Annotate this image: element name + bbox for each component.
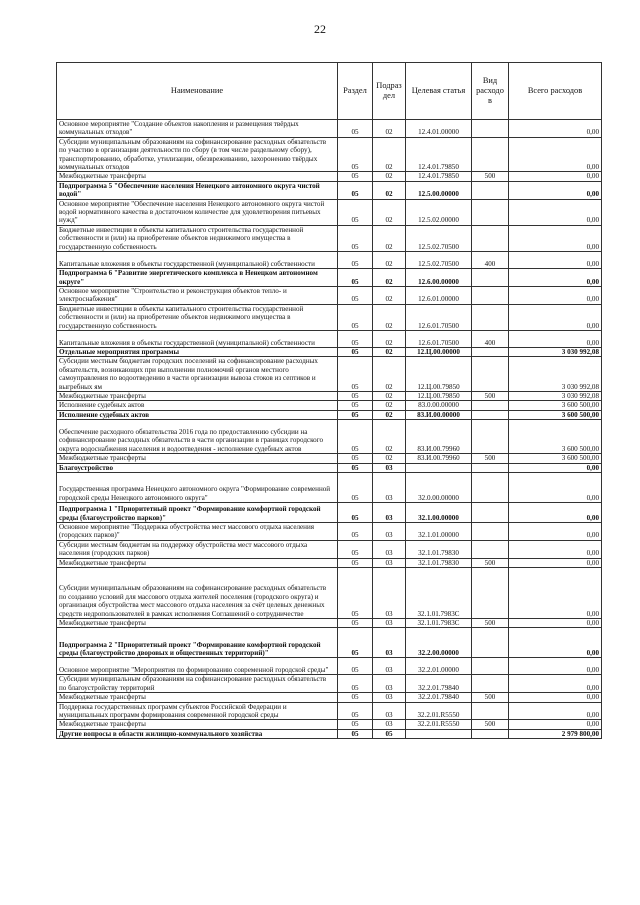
cell-subsection: 03 bbox=[373, 558, 406, 567]
cell-section: 05 bbox=[338, 454, 373, 463]
cell-target: 32.2.01.79840 bbox=[406, 693, 472, 702]
cell-target: 32.2.00.00000 bbox=[406, 628, 472, 658]
cell-name: Основное мероприятие "Обеспечение населения Ненецкого автономного округа чистой водой нормативного качества в достаточном количестве для удовлетворения питьевых нужд" bbox=[57, 199, 338, 225]
cell-target: 12.4.01.79850 bbox=[406, 172, 472, 181]
cell-type bbox=[472, 410, 509, 419]
cell-type bbox=[472, 304, 509, 330]
cell-target: 32.2.01.R5550 bbox=[406, 702, 472, 720]
cell-type bbox=[472, 225, 509, 251]
cell-name: Подпрограмма 5 "Обеспечение населения Ненецкого автономного округа чистой водой" bbox=[57, 181, 338, 199]
cell-section: 05 bbox=[338, 357, 373, 392]
cell-name: Субсидии муниципальным образованиям на софинансирование расходных обязательств по благоустройству территорий bbox=[57, 675, 338, 693]
cell-target: 12.Ц.00.79850 bbox=[406, 391, 472, 400]
cell-type: 500 bbox=[472, 454, 509, 463]
cell-section: 05 bbox=[338, 225, 373, 251]
cell-name: Основное мероприятие "Создание объектов накопления и размещения твёрдых коммунальных отходов" bbox=[57, 120, 338, 138]
cell-section: 05 bbox=[338, 172, 373, 181]
cell-subsection: 02 bbox=[373, 410, 406, 419]
cell-type bbox=[472, 658, 509, 675]
cell-name: Межбюджетные трансферты bbox=[57, 693, 338, 702]
cell-subsection: 02 bbox=[373, 172, 406, 181]
cell-target: 32.2.01.R5550 bbox=[406, 720, 472, 729]
cell-type bbox=[472, 286, 509, 304]
cell-section: 05 bbox=[338, 473, 373, 503]
table-row bbox=[57, 304, 602, 330]
cell-subsection: 03 bbox=[373, 619, 406, 628]
cell-target: 83.И.00.00000 bbox=[406, 410, 472, 419]
cell-subsection: 02 bbox=[373, 252, 406, 269]
cell-target: 83.И.00.79960 bbox=[406, 454, 472, 463]
cell-subsection: 03 bbox=[373, 473, 406, 503]
cell-section: 05 bbox=[338, 137, 373, 172]
cell-target bbox=[406, 729, 472, 738]
cell-name: Межбюджетные трансферты bbox=[57, 454, 338, 463]
cell-subsection: 02 bbox=[373, 391, 406, 400]
cell-total: 0,00 bbox=[509, 120, 602, 138]
cell-total: 3 600 500,00 bbox=[509, 420, 602, 454]
cell-section: 05 bbox=[338, 304, 373, 330]
cell-type bbox=[472, 269, 509, 287]
cell-total: 0,00 bbox=[509, 463, 602, 472]
cell-type bbox=[472, 675, 509, 693]
table-row bbox=[57, 720, 602, 729]
cell-section: 05 bbox=[338, 420, 373, 454]
cell-type bbox=[472, 420, 509, 454]
cell-type bbox=[472, 702, 509, 720]
cell-target: 12.5.02.00000 bbox=[406, 199, 472, 225]
cell-name: Отдельные мероприятия программы bbox=[57, 347, 338, 356]
cell-section: 05 bbox=[338, 658, 373, 675]
cell-subsection: 03 bbox=[373, 540, 406, 558]
cell-target: 12.4.01.79850 bbox=[406, 137, 472, 172]
cell-total: 0,00 bbox=[509, 199, 602, 225]
cell-total: 3 030 992,08 bbox=[509, 357, 602, 392]
cell-target: 32.1.01.79830 bbox=[406, 558, 472, 567]
cell-type: 500 bbox=[472, 720, 509, 729]
table-row bbox=[57, 503, 602, 523]
cell-subsection: 02 bbox=[373, 269, 406, 287]
cell-total: 3 030 992,08 bbox=[509, 391, 602, 400]
cell-target: 12.6.01.70500 bbox=[406, 330, 472, 347]
cell-subsection: 02 bbox=[373, 420, 406, 454]
column-header-total: Всего расходов bbox=[509, 63, 602, 120]
cell-name: Межбюджетные трансферты bbox=[57, 172, 338, 181]
cell-type bbox=[472, 473, 509, 503]
table-row bbox=[57, 357, 602, 392]
cell-subsection: 03 bbox=[373, 675, 406, 693]
cell-name: Бюджетные инвестиции в объекты капитального строительства государственной собственности и (или) на приобретение объектов недвижимого имущества в государственную собственность bbox=[57, 304, 338, 330]
cell-subsection: 02 bbox=[373, 330, 406, 347]
cell-name: Капитальные вложения в объекты государственной (муниципальной) собственности bbox=[57, 330, 338, 347]
table-row bbox=[57, 391, 602, 400]
cell-total: 0,00 bbox=[509, 503, 602, 523]
cell-name: Межбюджетные трансферты bbox=[57, 391, 338, 400]
cell-name: Субсидии муниципальным образованиям на софинансирование расходных обязательств по участию в организации деятельности по сбору (в том числе раздельному сбору), транспортированию, обработке, утилизации, обезвреживанию, захоронению твёрдых коммунальных отходов bbox=[57, 137, 338, 172]
table-row bbox=[57, 568, 602, 619]
cell-subsection: 03 bbox=[373, 628, 406, 658]
cell-name: Исполнение судебных актов bbox=[57, 401, 338, 410]
cell-subsection: 02 bbox=[373, 304, 406, 330]
cell-subsection: 03 bbox=[373, 568, 406, 619]
cell-subsection: 02 bbox=[373, 181, 406, 199]
column-header-section: Раздел bbox=[338, 63, 373, 120]
cell-type: 500 bbox=[472, 619, 509, 628]
cell-subsection: 03 bbox=[373, 503, 406, 523]
cell-total: 0,00 bbox=[509, 137, 602, 172]
cell-name: Благоустройство bbox=[57, 463, 338, 472]
cell-type: 500 bbox=[472, 391, 509, 400]
table-row bbox=[57, 410, 602, 419]
cell-total: 0,00 bbox=[509, 720, 602, 729]
cell-total: 0,00 bbox=[509, 473, 602, 503]
table-row bbox=[57, 454, 602, 463]
table-row bbox=[57, 172, 602, 181]
cell-name: Другие вопросы в области жилищно-коммунального хозяйства bbox=[57, 729, 338, 738]
cell-type: 400 bbox=[472, 330, 509, 347]
table-row bbox=[57, 120, 602, 138]
cell-total: 0,00 bbox=[509, 702, 602, 720]
cell-total: 3 600 500,00 bbox=[509, 401, 602, 410]
cell-section: 05 bbox=[338, 729, 373, 738]
cell-name: Основное мероприятие "Строительство и реконструкция объектов тепло- и электроснабжения" bbox=[57, 286, 338, 304]
cell-subsection: 05 bbox=[373, 729, 406, 738]
table-row bbox=[57, 540, 602, 558]
cell-section: 05 bbox=[338, 391, 373, 400]
cell-total: 3 030 992,08 bbox=[509, 347, 602, 356]
table-row bbox=[57, 675, 602, 693]
cell-type bbox=[472, 199, 509, 225]
cell-name: Межбюджетные трансферты bbox=[57, 720, 338, 729]
table-row bbox=[57, 137, 602, 172]
table-row bbox=[57, 225, 602, 251]
cell-section: 05 bbox=[338, 503, 373, 523]
cell-total: 2 979 800,00 bbox=[509, 729, 602, 738]
column-header-name: Наименование bbox=[57, 63, 338, 120]
cell-type bbox=[472, 540, 509, 558]
cell-total: 0,00 bbox=[509, 693, 602, 702]
cell-name: Подпрограмма 6 "Развитие энергетического комплекса в Ненецком автономном округе" bbox=[57, 269, 338, 287]
cell-total: 0,00 bbox=[509, 172, 602, 181]
cell-subsection: 02 bbox=[373, 286, 406, 304]
cell-section: 05 bbox=[338, 463, 373, 472]
cell-section: 05 bbox=[338, 286, 373, 304]
cell-section: 05 bbox=[338, 410, 373, 419]
cell-type bbox=[472, 181, 509, 199]
cell-target: 32.2.01.79840 bbox=[406, 675, 472, 693]
cell-section: 05 bbox=[338, 558, 373, 567]
cell-name: Поддержка государственных программ субъектов Российской Федерации и муниципальных программ формирования современной городской среды bbox=[57, 702, 338, 720]
cell-total: 0,00 bbox=[509, 181, 602, 199]
cell-subsection: 03 bbox=[373, 720, 406, 729]
table-row bbox=[57, 199, 602, 225]
table-row bbox=[57, 181, 602, 199]
cell-subsection: 02 bbox=[373, 199, 406, 225]
cell-total: 0,00 bbox=[509, 540, 602, 558]
cell-section: 05 bbox=[338, 540, 373, 558]
cell-type: 500 bbox=[472, 693, 509, 702]
cell-name: Субсидии муниципальным образованиям на софинансирование расходных обязательств по созданию условий для массового отдыха жителей поселения (городского округа) и организация обустройства мест массового отдыха населения за счёт целевых денежных средств недропользователей в рамках исполнения Соглашений о сотрудничестве bbox=[57, 568, 338, 619]
cell-subsection: 02 bbox=[373, 225, 406, 251]
cell-section: 05 bbox=[338, 347, 373, 356]
table-body bbox=[57, 120, 602, 739]
cell-target: 12.Ц.00.79850 bbox=[406, 357, 472, 392]
table-row bbox=[57, 420, 602, 454]
cell-type bbox=[472, 503, 509, 523]
cell-total: 0,00 bbox=[509, 558, 602, 567]
cell-name: Обеспечение расходного обязательства 2016 года по предоставлению субсидии на софинансирование расходных обязательств в части организации в границах городского округа водоснабжения населения и водоотведения - исполнение судебных актов bbox=[57, 420, 338, 454]
cell-name: Подпрограмма 1 "Приоритетный проект "Формирование комфортной городской среды (благоустройство парков)" bbox=[57, 503, 338, 523]
cell-target: 12.5.02.70500 bbox=[406, 252, 472, 269]
cell-section: 05 bbox=[338, 401, 373, 410]
cell-section: 05 bbox=[338, 199, 373, 225]
cell-total: 0,00 bbox=[509, 225, 602, 251]
cell-subsection: 02 bbox=[373, 347, 406, 356]
cell-target: 32.1.00.00000 bbox=[406, 503, 472, 523]
column-header-subsection: Подраз дел bbox=[373, 63, 406, 120]
cell-section: 05 bbox=[338, 269, 373, 287]
cell-type: 500 bbox=[472, 558, 509, 567]
cell-section: 05 bbox=[338, 702, 373, 720]
cell-type: 500 bbox=[472, 172, 509, 181]
table-row bbox=[57, 729, 602, 738]
table-row bbox=[57, 401, 602, 410]
cell-type bbox=[472, 463, 509, 472]
table-row bbox=[57, 619, 602, 628]
cell-target bbox=[406, 463, 472, 472]
page-number: 22 bbox=[314, 22, 326, 36]
cell-subsection: 03 bbox=[373, 523, 406, 541]
cell-name: Межбюджетные трансферты bbox=[57, 558, 338, 567]
table-row bbox=[57, 286, 602, 304]
cell-type bbox=[472, 401, 509, 410]
cell-name: Подпрограмма 2 "Приоритетный проект "Формирование комфортной городской среды (благоустройство дворовых и общественных территорий)" bbox=[57, 628, 338, 658]
cell-target: 32.1.01.7983С bbox=[406, 568, 472, 619]
cell-target: 12.Ц.00.00000 bbox=[406, 347, 472, 356]
cell-target: 12.5.02.70500 bbox=[406, 225, 472, 251]
cell-section: 05 bbox=[338, 120, 373, 138]
cell-total: 0,00 bbox=[509, 523, 602, 541]
cell-target: 12.6.01.70500 bbox=[406, 304, 472, 330]
cell-section: 05 bbox=[338, 693, 373, 702]
cell-name: Межбюджетные трансферты bbox=[57, 619, 338, 628]
cell-target: 32.1.01.79830 bbox=[406, 540, 472, 558]
cell-target: 12.6.01.00000 bbox=[406, 286, 472, 304]
cell-section: 05 bbox=[338, 568, 373, 619]
cell-type bbox=[472, 628, 509, 658]
cell-name: Капитальные вложения в объекты государственной (муниципальной) собственности bbox=[57, 252, 338, 269]
cell-target: 12.4.01.00000 bbox=[406, 120, 472, 138]
cell-total: 0,00 bbox=[509, 252, 602, 269]
table-row bbox=[57, 252, 602, 269]
cell-subsection: 02 bbox=[373, 454, 406, 463]
cell-name: Государственная программа Ненецкого автономного округа "Формирование современной городской среды Ненецкого автономного округа" bbox=[57, 473, 338, 503]
cell-subsection: 03 bbox=[373, 658, 406, 675]
cell-section: 05 bbox=[338, 619, 373, 628]
cell-target: 32.1.01.7983С bbox=[406, 619, 472, 628]
cell-section: 05 bbox=[338, 675, 373, 693]
cell-name: Исполнение судебных актов bbox=[57, 410, 338, 419]
cell-total: 0,00 bbox=[509, 658, 602, 675]
cell-total: 0,00 bbox=[509, 628, 602, 658]
cell-subsection: 03 bbox=[373, 463, 406, 472]
cell-section: 05 bbox=[338, 181, 373, 199]
cell-type bbox=[472, 137, 509, 172]
cell-total: 0,00 bbox=[509, 330, 602, 347]
cell-name: Основное мероприятие "Поддержка обустройства мест массового отдыха населения (городских парков)" bbox=[57, 523, 338, 541]
cell-target: 32.0.00.00000 bbox=[406, 473, 472, 503]
cell-section: 05 bbox=[338, 523, 373, 541]
cell-type: 400 bbox=[472, 252, 509, 269]
cell-section: 05 bbox=[338, 252, 373, 269]
cell-name: Бюджетные инвестиции в объекты капитального строительства государственной собственности и (или) на приобретение объектов недвижимого имущества в государственную собственность bbox=[57, 225, 338, 251]
table-row bbox=[57, 523, 602, 541]
cell-target: 32.2.01.00000 bbox=[406, 658, 472, 675]
table-row bbox=[57, 628, 602, 658]
cell-name: Основное мероприятие "Мероприятия по формированию современной городской среды" bbox=[57, 658, 338, 675]
cell-name: Субсидии местным бюджетам городских поселений на софинансирование расходных обязательств, возникающих при выполнении полномочий органов местного самоуправления по водоотведению в части организации вывоза стоков из септиков и выгребных ям bbox=[57, 357, 338, 392]
cell-target: 83.0.00.00000 bbox=[406, 401, 472, 410]
cell-total: 3 600 500,00 bbox=[509, 454, 602, 463]
cell-total: 0,00 bbox=[509, 304, 602, 330]
cell-section: 05 bbox=[338, 720, 373, 729]
cell-total: 0,00 bbox=[509, 619, 602, 628]
cell-type bbox=[472, 357, 509, 392]
column-header-target: Целевая статья bbox=[406, 63, 472, 120]
table-row bbox=[57, 269, 602, 287]
table-row bbox=[57, 658, 602, 675]
table-row bbox=[57, 347, 602, 356]
cell-target: 83.И.00.79960 bbox=[406, 420, 472, 454]
cell-name: Субсидии местным бюджетам на поддержку обустройства мест массового отдыха населения (городских парков) bbox=[57, 540, 338, 558]
cell-type bbox=[472, 120, 509, 138]
cell-subsection: 02 bbox=[373, 357, 406, 392]
cell-section: 05 bbox=[338, 330, 373, 347]
cell-target: 12.6.00.00000 bbox=[406, 269, 472, 287]
cell-target: 12.5.00.00000 bbox=[406, 181, 472, 199]
table-header-row bbox=[57, 63, 602, 120]
cell-subsection: 02 bbox=[373, 137, 406, 172]
cell-subsection: 03 bbox=[373, 702, 406, 720]
cell-type bbox=[472, 523, 509, 541]
cell-subsection: 02 bbox=[373, 120, 406, 138]
cell-total: 0,00 bbox=[509, 269, 602, 287]
cell-target: 32.1.01.00000 bbox=[406, 523, 472, 541]
budget-table bbox=[56, 62, 602, 739]
table-row bbox=[57, 558, 602, 567]
cell-total: 0,00 bbox=[509, 568, 602, 619]
table-row bbox=[57, 330, 602, 347]
cell-section: 05 bbox=[338, 628, 373, 658]
table-row bbox=[57, 473, 602, 503]
table-row bbox=[57, 463, 602, 472]
cell-type bbox=[472, 347, 509, 356]
cell-subsection: 03 bbox=[373, 693, 406, 702]
cell-total: 3 600 500,00 bbox=[509, 410, 602, 419]
cell-type bbox=[472, 568, 509, 619]
cell-type bbox=[472, 729, 509, 738]
table-row bbox=[57, 693, 602, 702]
table-row bbox=[57, 702, 602, 720]
cell-subsection: 02 bbox=[373, 401, 406, 410]
cell-total: 0,00 bbox=[509, 675, 602, 693]
column-header-type: Вид расходо в bbox=[472, 63, 509, 120]
cell-total: 0,00 bbox=[509, 286, 602, 304]
